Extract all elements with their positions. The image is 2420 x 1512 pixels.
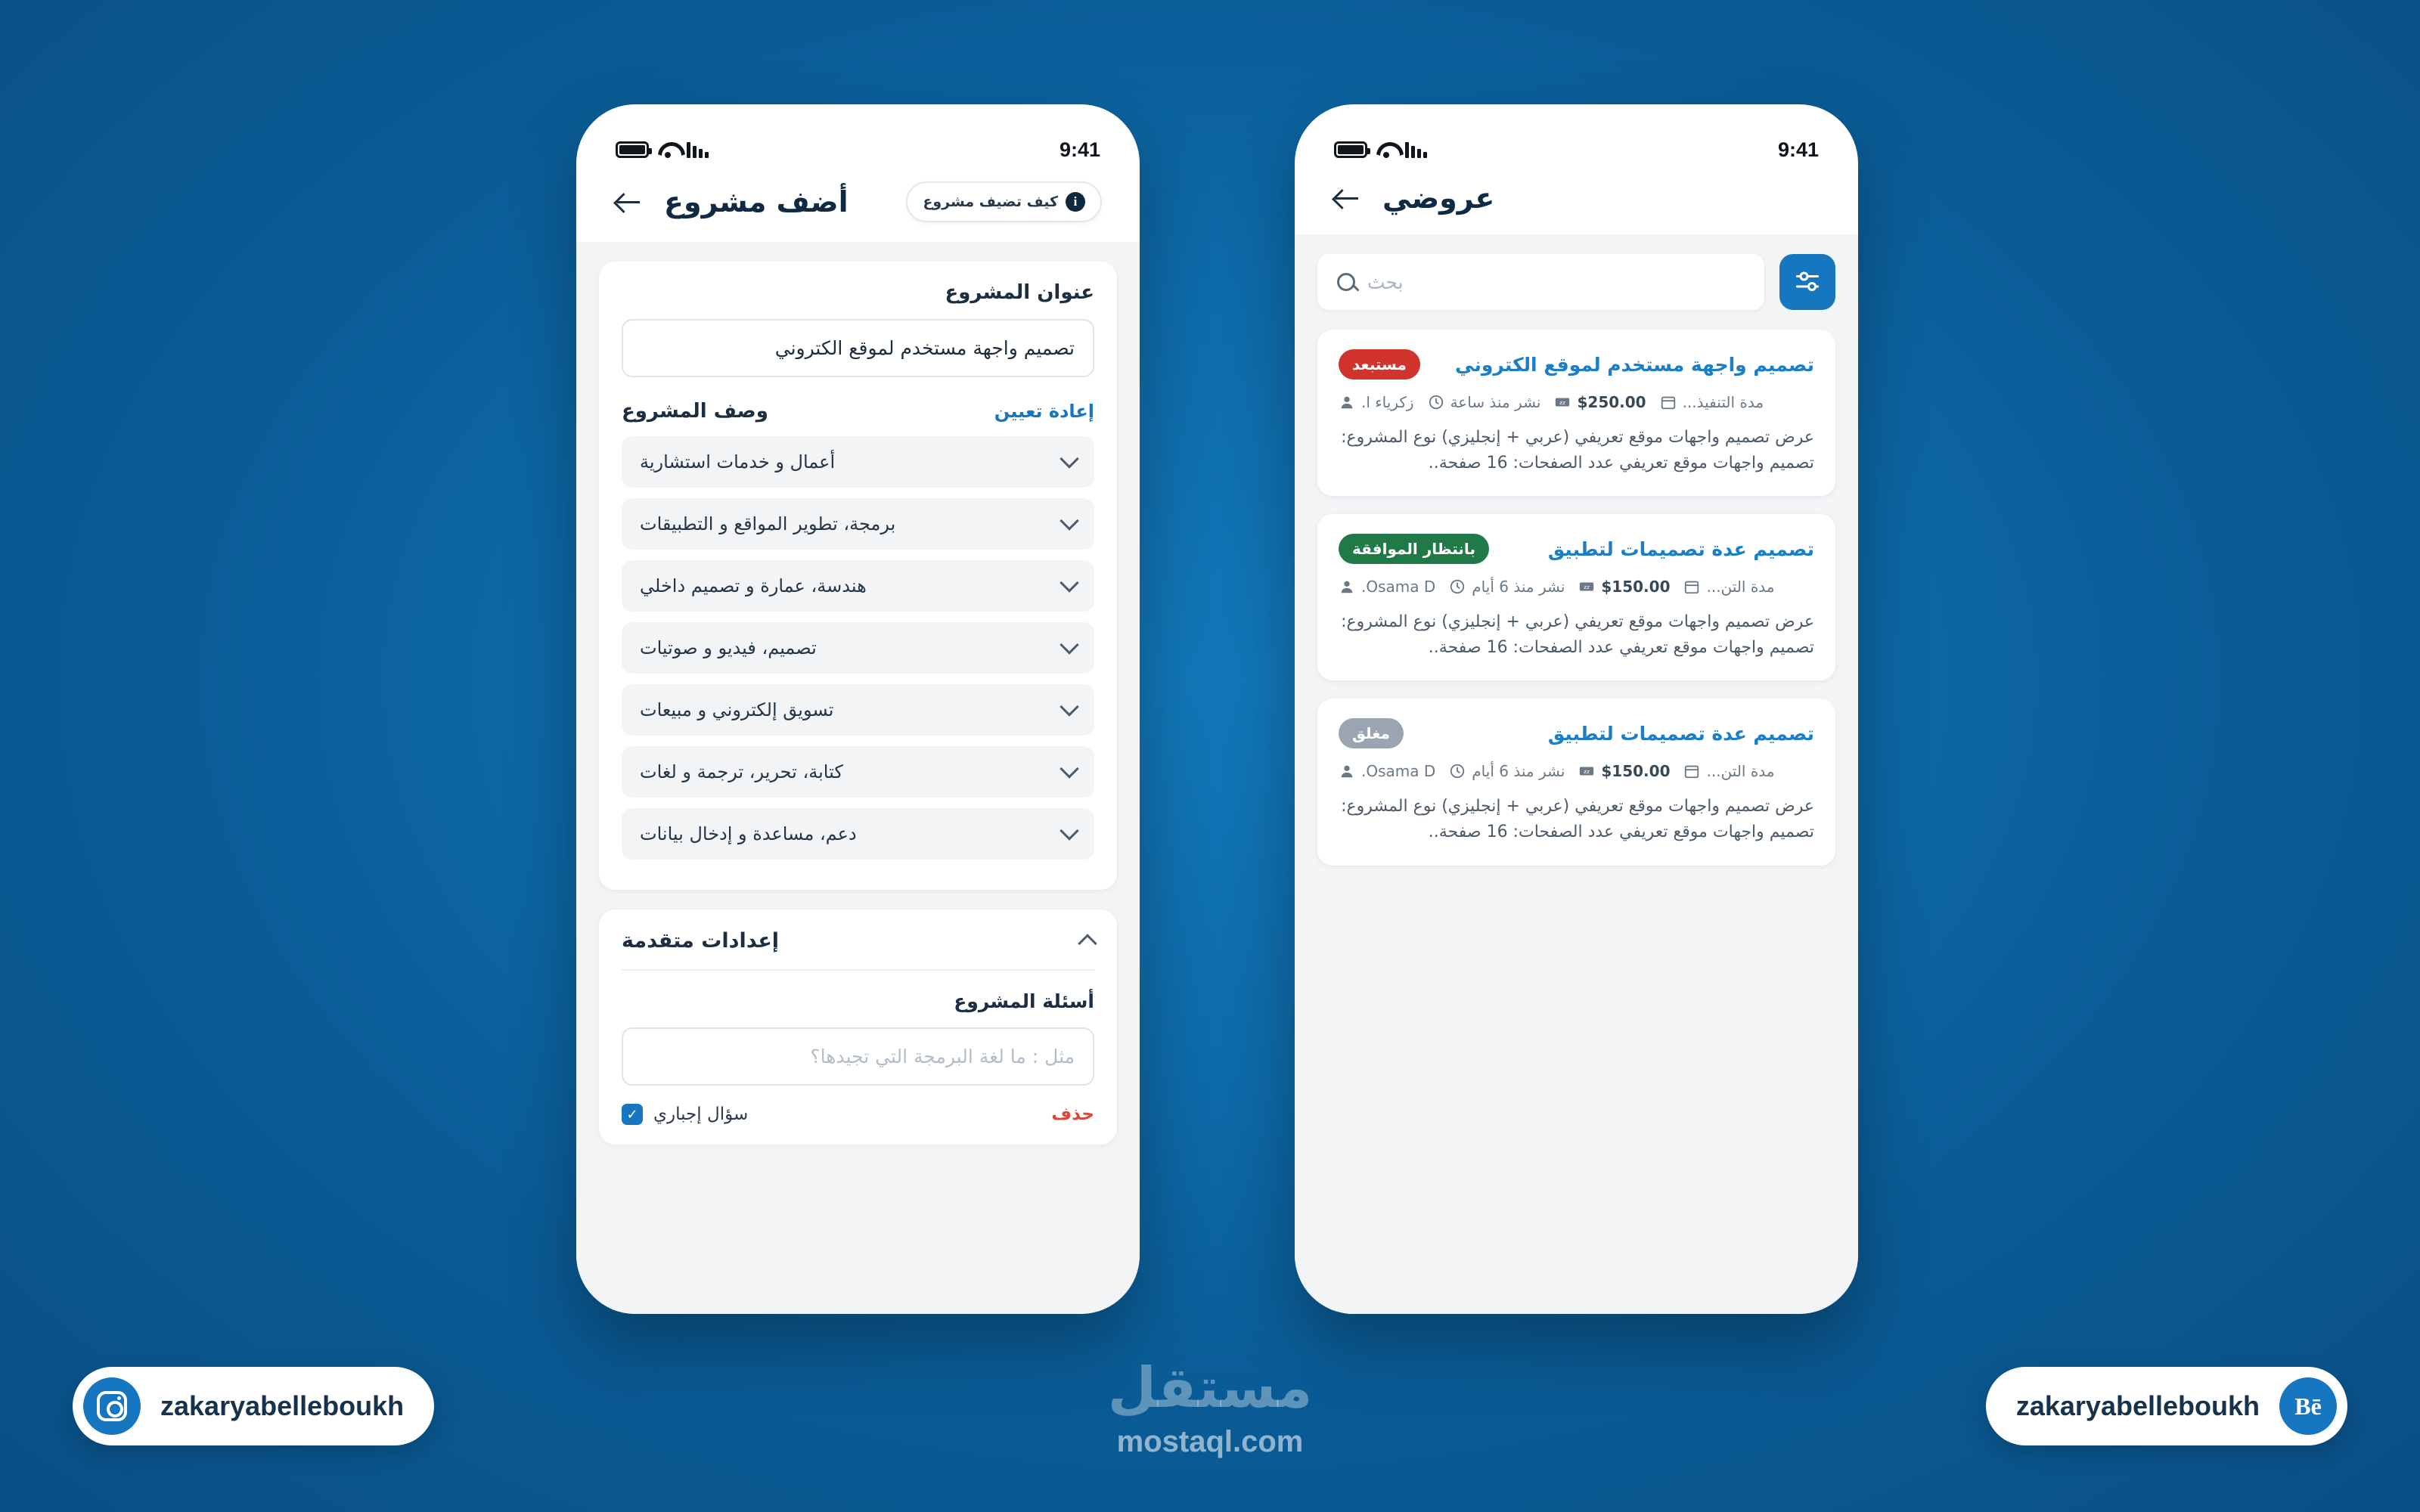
- category-row[interactable]: [622, 560, 1094, 612]
- offer-title[interactable]: تصميم عدة تصميمات لتطبيق: [1547, 722, 1814, 745]
- delete-question-link[interactable]: حذف: [1051, 1105, 1094, 1124]
- chevron-up-icon: [1078, 934, 1097, 953]
- chevron-down-icon: [1060, 697, 1078, 716]
- category-label: كتابة، تحرير، ترجمة و لغات: [640, 761, 843, 782]
- status-time: 9:41: [1059, 138, 1100, 161]
- chevron-down-icon: [1060, 449, 1078, 468]
- project-questions-label: أسئلة المشروع: [954, 990, 1094, 1012]
- offer-title[interactable]: تصميم واجهة مستخدم لموقع الكتروني: [1455, 353, 1814, 376]
- category-label: أعمال و خدمات استشارية: [640, 451, 836, 472]
- money-icon: [1578, 763, 1595, 779]
- status-badge: بانتظار الموافقة: [1339, 534, 1489, 564]
- money-icon: [1578, 578, 1595, 595]
- chevron-down-icon: [1060, 635, 1078, 654]
- status-bar: [576, 104, 1140, 174]
- offer-title[interactable]: تصميم عدة تصميمات لتطبيق: [1547, 538, 1814, 560]
- offer-card[interactable]: [1317, 514, 1835, 680]
- offer-header: [1339, 718, 1814, 748]
- offer-header: [1339, 349, 1814, 380]
- svg-text:zz: zz: [1584, 768, 1590, 776]
- calendar-icon: [1683, 763, 1700, 779]
- category-label: برمجة، تطوير المواقع و التطبيقات: [640, 513, 896, 534]
- behance-handle-label: zakaryabelleboukh: [2015, 1390, 2260, 1421]
- page-title: عروضي: [1382, 181, 1495, 215]
- user-icon: [1339, 394, 1355, 411]
- signal-icon: [687, 141, 709, 158]
- required-question-checkbox-group[interactable]: [622, 1104, 748, 1125]
- chevron-down-icon: [1060, 511, 1078, 530]
- advanced-settings-label: إعدادات متقدمة: [622, 929, 780, 953]
- advanced-settings-card: [599, 909, 1117, 1145]
- project-description-header: [622, 400, 1094, 423]
- reset-link[interactable]: إعادة تعيين: [994, 401, 1094, 422]
- home-indicator-bar: [1295, 1302, 1858, 1314]
- offer-duration: [1660, 393, 1764, 411]
- status-bar: [1295, 104, 1858, 174]
- clock-icon: [1449, 763, 1466, 779]
- category-label: دعم، مساعدة و إدخال بيانات: [640, 823, 857, 844]
- phone-mockup-my-offers: [1295, 104, 1858, 1314]
- category-row[interactable]: [622, 622, 1094, 674]
- offer-user: [1339, 578, 1435, 596]
- offer-amount: [1554, 393, 1646, 411]
- battery-icon: [616, 141, 649, 158]
- nav-bar-add-project: [576, 174, 1140, 242]
- offer-description: عرض تصميم واجهات موقع تعريفي (عربي + إنجليزي) نوع المشروع: تصميم واجهات موقع تعريفي عدد الصفحات: 16 صفحة..: [1341, 797, 1814, 842]
- offer-published-label: نشر منذ 6 أيام: [1472, 762, 1565, 781]
- search-placeholder: بحث: [1367, 271, 1404, 293]
- instagram-handle-label: zakaryabelleboukh: [160, 1390, 405, 1421]
- category-row[interactable]: [622, 498, 1094, 550]
- status-badge: مستبعد: [1339, 349, 1420, 380]
- project-details-card: [599, 262, 1117, 890]
- add-project-body: [576, 242, 1140, 1309]
- offer-published-label: نشر منذ 6 أيام: [1472, 578, 1565, 596]
- back-arrow-icon[interactable]: [1333, 183, 1363, 213]
- category-row[interactable]: [622, 808, 1094, 860]
- my-offers-body: [1295, 234, 1858, 1302]
- behance-icon: Bē: [2279, 1377, 2337, 1435]
- project-description-label: وصف المشروع: [622, 400, 768, 423]
- chevron-down-icon: [1060, 759, 1078, 778]
- nav-right-group: [1333, 181, 1494, 215]
- offer-duration-label: مدة التن...: [1706, 762, 1775, 781]
- search-icon: [1337, 273, 1355, 291]
- offer-header: [1339, 534, 1814, 564]
- offer-duration: [1683, 762, 1774, 780]
- project-question-input[interactable]: [622, 1027, 1094, 1086]
- project-title-input[interactable]: [622, 319, 1094, 377]
- signal-icon: [1405, 141, 1427, 158]
- info-icon: i: [1066, 192, 1085, 212]
- offer-user: [1339, 393, 1414, 411]
- offer-amount-label: $250.00: [1577, 393, 1646, 411]
- svg-text:zz: zz: [1559, 398, 1566, 406]
- category-row[interactable]: [622, 436, 1094, 488]
- back-arrow-icon[interactable]: [614, 187, 644, 217]
- user-icon: [1339, 763, 1355, 779]
- offer-published: [1449, 762, 1565, 780]
- phone-mockup-add-project: [576, 104, 1140, 1314]
- offer-user-label: Osama D.: [1361, 762, 1436, 781]
- status-icons: [1334, 141, 1427, 158]
- sliders-icon: [1794, 268, 1821, 296]
- category-label: تصميم، فيديو و صوتيات: [640, 637, 817, 658]
- watermark-arabic: مستقل: [1107, 1356, 1313, 1421]
- clock-icon: [1449, 578, 1466, 595]
- clock-icon: [1428, 394, 1444, 411]
- instagram-icon: [83, 1377, 141, 1435]
- nav-bar-my-offers: [1295, 174, 1858, 234]
- status-icons: [616, 141, 709, 158]
- category-label: تسويق إلكتروني و مبيعات: [640, 699, 834, 720]
- offer-published-label: نشر منذ ساعة: [1450, 393, 1541, 411]
- search-row: [1317, 254, 1835, 310]
- watermark-latin: mostaql.com: [1116, 1425, 1304, 1458]
- search-input[interactable]: [1317, 254, 1764, 310]
- offer-meta-row: [1339, 393, 1814, 411]
- offer-card[interactable]: [1317, 699, 1835, 865]
- chevron-down-icon: [1060, 821, 1078, 840]
- calendar-icon: [1683, 578, 1700, 595]
- instagram-handle-badge[interactable]: [73, 1367, 434, 1445]
- offer-description: عرض تصميم واجهات موقع تعريفي (عربي + إنجليزي) نوع المشروع: تصميم واجهات موقع تعريفي عدد الصفحات: 16 صفحة..: [1341, 612, 1814, 658]
- status-badge: مغلق: [1339, 718, 1404, 748]
- advanced-settings-header[interactable]: [622, 929, 1094, 971]
- checkbox-checked-icon[interactable]: ✓: [622, 1104, 643, 1125]
- offer-duration: [1683, 578, 1774, 596]
- offer-card[interactable]: [1317, 330, 1835, 496]
- user-icon: [1339, 578, 1355, 595]
- category-label: هندسة، عمارة و تصميم داخلي: [640, 575, 867, 596]
- project-title-label: عنوان المشروع: [945, 281, 1094, 304]
- calendar-icon: [1660, 394, 1677, 411]
- chevron-down-icon: [1060, 573, 1078, 592]
- offer-published: [1449, 578, 1565, 596]
- how-to-add-project-button[interactable]: [906, 181, 1102, 222]
- offer-amount-label: $150.00: [1601, 578, 1671, 596]
- page-title: أضف مشروع: [664, 185, 849, 218]
- offer-duration-label: مدة التن...: [1706, 578, 1775, 596]
- offer-duration-label: مدة التنفيذ...: [1682, 393, 1764, 411]
- money-icon: [1554, 394, 1571, 411]
- home-indicator-bar: [576, 1309, 1140, 1314]
- category-row[interactable]: [622, 746, 1094, 798]
- offer-user: [1339, 762, 1435, 780]
- filter-button[interactable]: [1779, 254, 1835, 310]
- how-to-add-project-label: كيف تضيف مشروع: [923, 194, 1058, 210]
- svg-text:zz: zz: [1584, 583, 1590, 590]
- nav-right-group: [614, 185, 849, 218]
- required-question-label: سؤال إجباري: [653, 1105, 749, 1124]
- status-time: 9:41: [1777, 138, 1819, 161]
- wifi-icon: [1376, 142, 1396, 157]
- category-row[interactable]: [622, 684, 1094, 736]
- offer-user-label: Osama D.: [1361, 578, 1436, 596]
- required-question-row: [622, 1104, 1094, 1125]
- wifi-icon: [658, 142, 678, 157]
- offer-user-label: زكرياء ا.: [1361, 393, 1414, 411]
- offer-meta-row: [1339, 578, 1814, 596]
- offer-description: عرض تصميم واجهات موقع تعريفي (عربي + إنجليزي) نوع المشروع: تصميم واجهات موقع تعريفي عدد الصفحات: 16 صفحة..: [1341, 428, 1814, 473]
- offer-meta-row: [1339, 762, 1814, 780]
- offer-amount-label: $150.00: [1601, 762, 1671, 781]
- offer-amount: [1578, 762, 1670, 780]
- behance-handle-badge[interactable]: [1986, 1367, 2347, 1445]
- offer-amount: [1578, 578, 1670, 596]
- battery-icon: [1334, 141, 1367, 158]
- offer-published: [1428, 393, 1541, 411]
